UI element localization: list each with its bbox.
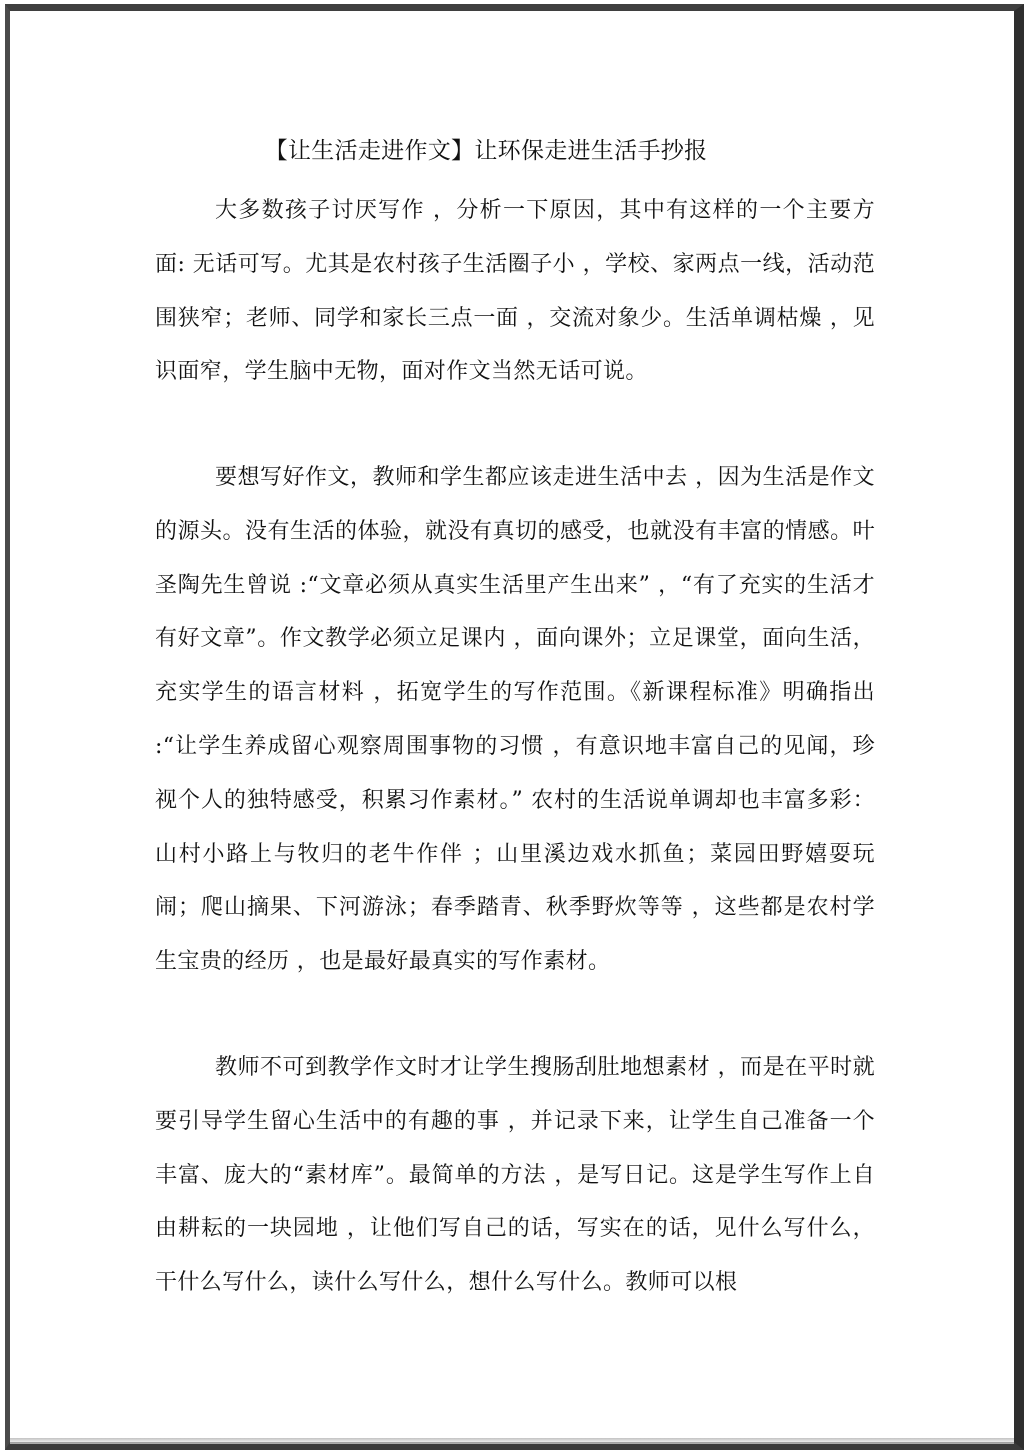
- paragraph: 大多数孩子讨厌写作 ，分析一下原因，其中有这样的一个主要方面: 无话可写。尤其是农村孩子生活圈子小 ，学校、家两点一线，活动范围狭窄；老师、同学和家长三点一面 ，交流对象少。生活单调枯燥 ，见识面窄，学生脑中无物，面对作文当然无话可说。: [155, 198, 875, 385]
- paragraph: 要想写好作文，教师和学生都应该走进生活中去 ，因为生活是作文的源头。没有生活的体验，就没有真切的感受，也就没有丰富的情感。叶圣陶先生曾说 :“文章必须从真实生活里产生出来” ，“有了充实的生活才有好文章”。作文教学必须立足课内 ，面向课外；立足课堂，面向生活，充实学生的语言材料 ，拓宽学生的写作范围。《新课程标准》明确指出 :“让学生养成留心观察周围事物的习惯 ，有意识地丰富自己的见闻，珍视个人的独特感受，积累习作素材。” 农村的生活说单调却也丰富多彩：山村小路上与牧归的老牛作伴 ；山里溪边戏水抓鱼；菜园田野嬉耍玩闹；爬山摘果、下河游泳；春季踏青、秋季野炊等等 ，这些都是农村学生宝贵的经历 ，也是最好最真实的写作素材。: [155, 465, 875, 975]
- document-title-text: 【让生活走进作文】让环保走进生活手抄报: [264, 138, 708, 164]
- paragraph: 教师不可到教学作文时才让学生搜肠刮肚地想素材 ，而是在平时就要引导学生留心生活中的有趣的事 ，并记录下来，让学生自己准备一个丰富、庞大的“素材库”。最简单的方法 ，是写日记。这是学生写作上自由耕耘的一块园地 ，让他们写自己的话，写实在的话，见什么写什么，干什么写什么，读什么写什么，想什么写什么。教师可以根: [155, 1055, 875, 1296]
- document-title: [0, 135, 1024, 167]
